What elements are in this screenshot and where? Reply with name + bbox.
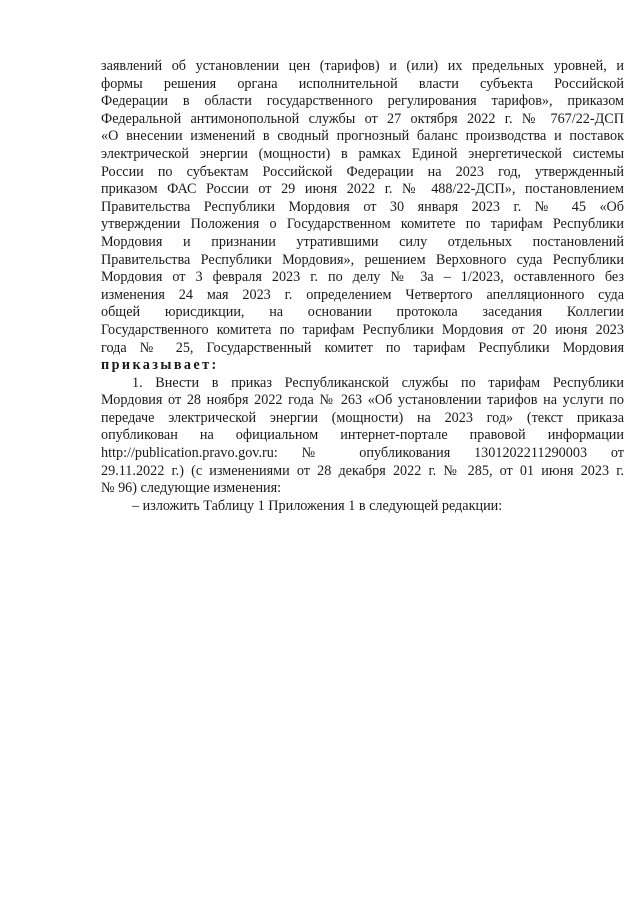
- text-line: утверждении Положения о Государственном комитете по тарифам Республики: [101, 216, 624, 233]
- text-line: общей юрисдикции, на основании протокола заседания Коллегии: [101, 304, 624, 321]
- text-line: Государственного комитета по тарифам Республики Мордовия от 20 июня 2023: [101, 321, 624, 338]
- decision-word-text: приказывает:: [101, 357, 219, 374]
- preamble-paragraph: [101, 58, 624, 375]
- text-line: заявлений об установлении цен (тарифов) и (или) их предельных уровней, и: [101, 58, 624, 74]
- text-line: передаче электрической энергии (мощности) на 2023 год» (текст приказа: [101, 409, 624, 426]
- text-line: формы решения органа исполнительной власти субъекта Российской: [101, 75, 624, 92]
- text-line: Мордовия от 3 февраля 2023 г. по делу № 3а – 1/2023, оставленного без: [101, 269, 624, 286]
- text-line: приказом ФАС России от 29 июня 2022 г. № 488/22-ДСП», постановлением: [101, 181, 624, 198]
- text-line: № 96) следующие изменения:: [101, 480, 282, 497]
- text-line: электрической энергии (мощности) в рамках Единой энергетической системы: [101, 145, 624, 162]
- text-line: Федеральной антимонопольной службы от 27 октября 2022 г. № 767/22-ДСП: [101, 110, 624, 127]
- text-line: России по субъектам Российской Федерации на 2023 год, утвержденный: [101, 163, 624, 180]
- text-line: 1. Внести в приказ Республиканской службы по тарифам Республики: [132, 374, 624, 391]
- text-line: Мордовия от 28 ноября 2022 года № 263 «Об установлении тарифов на услуги по: [101, 392, 624, 409]
- document-body: [101, 58, 624, 515]
- text-line: Правительства Республики Мордовия», решением Верховного суда Республики: [101, 251, 624, 268]
- text-line: http://publication.pravo.gov.ru: № опубликования 1301202211290003 от: [101, 445, 624, 462]
- text-line: Федерации в области государственного регулирования тарифов», приказом: [101, 93, 624, 110]
- text-line: – изложить Таблицу 1 Приложения 1 в следующей редакции:: [132, 497, 503, 514]
- decision-word: [101, 357, 624, 375]
- text-line: «О внесении изменений в сводный прогнозный баланс производства и поставок: [101, 128, 624, 145]
- text-line: Мордовия и признании утратившими силу отдельных постановлений: [101, 233, 624, 250]
- text-line: Правительства Республики Мордовия от 30 января 2023 г. № 45 «Об: [101, 198, 624, 215]
- text-line: 29.11.2022 г.) (с изменениями от 28 декабря 2022 г. № 285, от 01 июня 2023 г.: [101, 462, 624, 479]
- text-line: опубликован на официальном интернет-портале правовой информации: [101, 427, 624, 444]
- text-line: года № 25, Государственный комитет по тарифам Республики Мордовия: [101, 339, 624, 356]
- text-line: изменения 24 мая 2023 г. определением Четвертого апелляционного суда: [101, 286, 624, 303]
- amendment-item: [101, 498, 624, 516]
- clause-1-paragraph: [101, 375, 624, 498]
